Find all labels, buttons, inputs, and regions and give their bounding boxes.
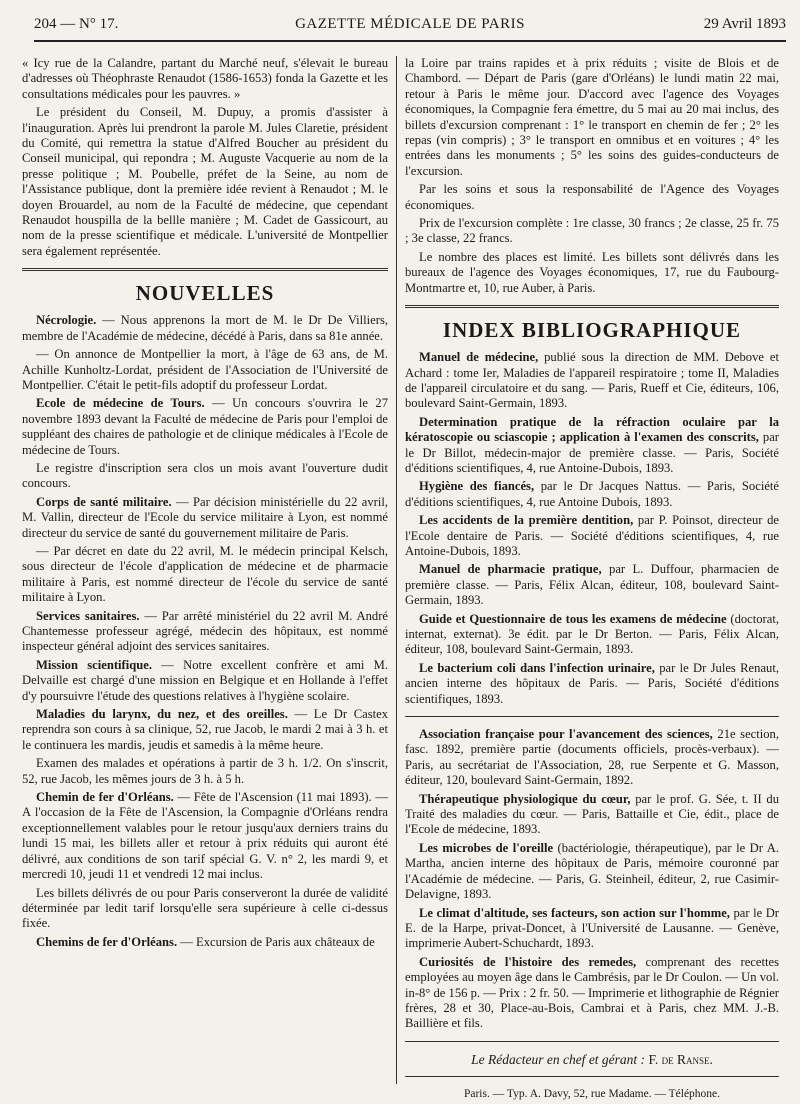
section-rule xyxy=(22,268,388,271)
biblio-entry-text: publié sous la direction de MM. Debove et Achard : tome Ier, Maladies de l'appareil respiratoire ; tome II, Maladies de l'appareil circulatoire et du sang. — Paris, Rueff et Cie, éditeurs, 106, boulevard Saint-Germain, 1893. xyxy=(405,350,779,411)
news-item-text: — Nous apprenons la mort de M. le Dr De Villiers, membre de l'Académie de médecine, décédé à Paris, dans sa 81e année. xyxy=(22,313,388,343)
biblio-entry xyxy=(405,612,779,658)
news-item-text: — Par décret en date du 22 avril, M. le médecin principal Kelsch, sous directeur de l'école d'application de médecine et de pharmacie militaire à Paris, est nommé directeur de l'école du service de santé militaire à Lyon. xyxy=(22,543,388,605)
biblio-entry-head: Guide et Questionnaire de tous les examens de médecine xyxy=(419,611,727,626)
news-item-head: Maladies du larynx, du nez, et des oreilles. xyxy=(36,707,288,722)
biblio-entry-head: Association française pour l'avancement des sciences, xyxy=(419,727,713,742)
news-item xyxy=(22,495,388,541)
news-item-text: — Excursion de Paris aux châteaux de xyxy=(177,934,375,949)
biblio-entry-head: Thérapeutique physiologique du cœur, xyxy=(419,791,631,806)
renaudot-article xyxy=(22,56,388,259)
news-item-text: Le registre d'inscription sera clos un mois avant l'ouverture dudit concours. xyxy=(22,460,388,491)
excursion-paragraph: la Loire par trains rapides et à prix réduits ; visite de Blois et de Chambord. — Départ de Paris (gare d'Orléans) le lundi matin 22 mai, retour à Paris le même jour. D'accord avec l'agence des Voyages économiques, la Compagnie fera émettre, du 5 mai au 20 mai inclus, des billets d'excursion comprenant : 1° le transport en chemin de fer ; 2° les repas (vin compris) ; 3° le transport en omnibus et en voitures ; 4° les entrées dans les monuments ; 5° les soins des guides-conducteurs de l'excursion. xyxy=(405,56,779,178)
index-title: INDEX BIBLIOGRAPHIQUE xyxy=(442,318,742,343)
news-item-head: Ecole de médecine de Tours. xyxy=(36,396,205,411)
news-item-head: Chemin de fer d'Orléans. xyxy=(36,790,174,805)
biblio-entry-text: par L. Duffour, pharmacien de première classe. — Paris, Félix Alcan, éditeur, 108, boulevard Saint-Germain, 1893. xyxy=(405,562,779,608)
biblio-entry-text: par P. Poinsot, directeur de l'Ecole dentaire de Paris. — Société d'éditions scientifiques, 4, rue Antoine-Dubois, 1893. xyxy=(405,513,779,558)
biblio-entry-head: Les accidents de la première dentition, xyxy=(419,513,634,528)
left-column xyxy=(22,56,388,953)
excursion-paragraph: Prix de l'excursion complète : 1re classe, 30 francs ; 2e classe, 25 fr. 75 ; 3e classe, 22 francs. xyxy=(405,216,779,246)
editor-label: Le Rédacteur en chef et gérant : xyxy=(471,1051,649,1067)
biblio-list-2 xyxy=(405,727,779,1032)
biblio-entry xyxy=(405,792,779,838)
biblio-entry-text: (doctorat, internat, externat). 3e édit. par le Dr Berton. — Paris, Félix Alcan, éditeur, 108, boulevard Saint-Germain, 1893. xyxy=(405,611,779,657)
biblio-entry-head: Manuel de pharmacie pratique, xyxy=(419,562,602,577)
biblio-entry xyxy=(405,661,779,707)
page-number: 204 — N° 17. xyxy=(34,16,119,32)
news-item xyxy=(22,461,388,492)
news-item-text: — Par décision ministérielle du 22 avril, M. Vallin, directeur de l'Ecole du service militaire à Lyon, est nommé directeur du service de santé du gouvernement militaire de Paris. xyxy=(22,494,388,540)
news-item xyxy=(22,707,388,753)
news-item xyxy=(22,544,388,606)
biblio-entry xyxy=(405,350,779,412)
biblio-entry xyxy=(405,513,779,559)
imprint-rule xyxy=(405,1076,779,1077)
nouvelles-list xyxy=(22,313,388,950)
issue-date: 29 Avril 1893 xyxy=(703,16,786,32)
biblio-entry-head: Le bacterium coli dans l'infection urinaire, xyxy=(419,660,655,675)
biblio-entry-text: par le prof. G. Sée, t. II du Traité des maladies du cœur. — Paris, Battaille et Cie, édit., place de l'Ecole de médecine, 1893. xyxy=(405,791,779,837)
news-item xyxy=(22,396,388,458)
excursion-article xyxy=(405,56,779,296)
news-item-text: — Un concours s'ouvrira le 27 novembre 1893 devant la Faculté de médecine de Paris pour l'emploi de suppléant des chaires de pathologie et de clinique médicales à l'Ecole de médecine de Tours. xyxy=(22,396,388,457)
biblio-entry-text: par le Dr Jacques Nattus. — Paris, Société d'éditions scientifiques, 4, rue Antoine Dubois, 1893. xyxy=(405,479,779,509)
nouvelles-title: NOUVELLES xyxy=(135,281,275,306)
news-item xyxy=(22,790,388,882)
editor-name: F. de Ranse. xyxy=(648,1051,713,1067)
journal-title: GAZETTE MÉDICALE DE PARIS xyxy=(295,16,525,32)
biblio-entry-head: Les microbes de l'oreille xyxy=(419,840,554,855)
news-item-text: — Par arrêté ministériel du 22 avril M. André Chantemesse professeur agrégé, médecin des hôpitaux, est nommé inspecteur général adjoint des services sanitaires. xyxy=(22,608,388,654)
news-item-head: Mission scientifique. xyxy=(36,657,152,672)
page-header xyxy=(34,14,786,42)
news-item xyxy=(22,935,388,950)
biblio-entry-head: Determination pratique de la réfraction oculaire par la kératoscopie ou sciascopie ; application à l'examen des conscrits, xyxy=(405,414,779,445)
news-item xyxy=(22,756,388,787)
news-item xyxy=(22,609,388,655)
biblio-entry xyxy=(405,955,779,1032)
news-item xyxy=(22,886,388,932)
biblio-list xyxy=(405,350,779,707)
biblio-entry-head: Le climat d'altitude, ses facteurs, son action sur l'homme, xyxy=(419,905,730,920)
biblio-entry xyxy=(405,415,779,477)
news-item-head: Nécrologie. xyxy=(36,313,97,328)
biblio-entry-text: comprenant des recettes employées au moyen âge dans le Cambrésis, par le Dr Coulon. — Un vol. in-8° de 156 p. — Prix : 2 fr. 50. — Imprimerie et lithographie de Régnier frères, 28 et 30, Place-au-Bois, Cambrai et à Paris, chez MM. J.-B. Baillière et fils. xyxy=(405,954,779,1031)
imprint: Paris. — Typ. A. Davy, 52, rue Madame. — Téléphone. xyxy=(463,1088,721,1101)
news-item-head: Chemins de fer d'Orléans. xyxy=(36,934,178,949)
news-item-text: — Notre excellent confrère et ami M. Delvaille est chargé d'une mission en Belgique et en Hollande à l'effet d'y poursuivre l'étude des questions relatives à l'hygiène scolaire. xyxy=(22,657,388,703)
editor-rule xyxy=(405,1041,779,1042)
biblio-entry-text: 21e section, fasc. 1892, première partie (documents officiels, procès-verbaux). — Paris, au secrétariat de l'Association, 28, rue Serpente et G. Masson, éditeur, 120, boulevard Saint-Germain, 1892. xyxy=(405,727,779,788)
news-item-text: — Le Dr Castex reprendra son cours à sa clinique, 52, rue Jacob, le mardi 2 mai à 3 h. et le continuera les mardis, jeudis et samedis à la même heure. xyxy=(22,707,388,752)
news-item-text: Les billets délivrés de ou pour Paris conserveront la durée de validité déterminée par ledit tarif lorsqu'elle sera supérieure à celle ci-dessus fixée. xyxy=(22,885,388,931)
intro-paragraph: Le président du Conseil, M. Dupuy, a promis d'assister à l'inauguration. Après lui prendront la parole M. Jules Claretie, président du Comité, qui remettra la statue d'Alfred Boucher au président du Conseil municipal, qui repondra ; M. Auguste Vacquerie au nom de la presse politique ; M. Poubelle, préfet de la Seine, au nom de l'Assistance publique, dont la première idée revient à Renaudot ; M. le doyen Brouardel, au nom de la Faculté de médecine, que cependant Renaudot houspilla de la bellle manière ; M. Cadet de Gassicourt, au nom de la presse scientifique et médicale. L'université de Montpellier sera également représentée. xyxy=(22,105,388,258)
biblio-entry xyxy=(405,479,779,510)
news-item xyxy=(22,347,388,393)
right-column xyxy=(405,56,779,1103)
biblio-entry-head: Manuel de médecine, xyxy=(419,350,539,365)
news-item xyxy=(22,658,388,704)
biblio-entry xyxy=(405,562,779,608)
biblio-entry-text: par le Dr Billot, médecin-major de première classe. — Paris, Société d'éditions scientifiques, 4, rue Antoine-Dubois, 1893. xyxy=(405,430,780,475)
news-item-text: — Fête de l'Ascension (11 mai 1893). — A l'occasion de la Fête de l'Ascension, la Compagnie d'Orléans rendra exceptionnellement valables pour le retour jusqu'aux derniers trains du lundi 15 mai, les billets aller et retour à prix réduits qui auront été délivré, aux conditions de son tarif spécial G. V. n° 2, les mardi 9, et mercredi 10, jeudi 11 et vendredi 12 mai inclus. xyxy=(22,790,388,882)
biblio-entry xyxy=(405,841,779,903)
biblio-entry-head: Curiosités de l'histoire des remedes, xyxy=(419,954,637,969)
news-item xyxy=(22,313,388,344)
biblio-entry xyxy=(405,906,779,952)
editor-line xyxy=(405,1052,779,1067)
excursion-paragraph: Par les soins et sous la responsabilité de l'Agence des Voyages économiques. xyxy=(405,182,779,212)
news-item-text: Examen des malades et opérations à partir de 3 h. 1/2. On s'inscrit, 52, rue Jacob, les mêmes jours de 3 h. à 5 h. xyxy=(22,756,388,786)
biblio-entry-head: Hygiène des fiancés, xyxy=(419,479,535,494)
column-divider xyxy=(396,56,397,1084)
biblio-rule xyxy=(405,716,779,717)
excursion-paragraph: Le nombre des places est limité. Les billets sont délivrés dans les bureaux de l'agence des Voyages économiques, 17, rue du Faubourg-Montmartre et, 10, rue Auber, à Paris. xyxy=(405,249,779,295)
intro-paragraph: « Icy rue de la Calandre, partant du Marché neuf, s'élevait le bureau d'adresses où Théophraste Renaudot (1586-1653) fonda la Gazette et les consultations médicales pour les pauvres. » xyxy=(22,56,388,101)
biblio-entry-text: (bactériologie, thérapeutique), par le Dr A. Martha, ancien interne des hôpitaux de Paris, mémoire couronné par l'Académie de médecine. — Paris, G. Steinheil, éditeur, 2, rue Casimir-Delavigne, 1893. xyxy=(405,840,779,902)
news-item-head: Corps de santé militaire. xyxy=(36,494,172,509)
biblio-entry-text: par le Dr E. de la Harpe, privat-Doncet, à l'Université de Lausanne. — Genève, imprimerie Aubert-Schuchardt, 1893. xyxy=(405,905,780,951)
biblio-entry xyxy=(405,727,779,789)
news-item-text: — On annonce de Montpellier la mort, à l'âge de 63 ans, de M. Achille Kunholtz-Lordat, président de l'Association de l'Université de Montpellier. C'était le petit-fils adoptif du professeur Lordat. xyxy=(22,347,388,392)
biblio-entry-text: par le Dr Jules Renaut, ancien interne des hôpitaux de Paris. — Paris, Société d'éditions scientifiques, 1893. xyxy=(405,660,779,706)
news-item-head: Services sanitaires. xyxy=(36,608,140,623)
section-rule xyxy=(405,305,779,308)
